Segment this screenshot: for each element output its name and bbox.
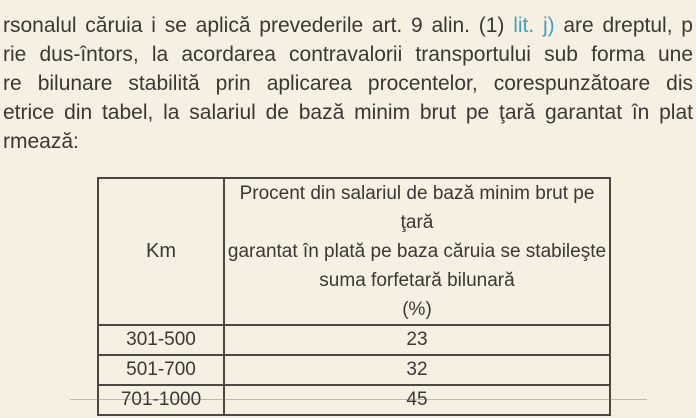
rates-table: [97, 177, 611, 416]
document-paragraph: [0, 11, 696, 156]
table-row: [98, 355, 610, 385]
km-header-label: Km: [146, 240, 176, 262]
paragraph-line-2: rie dus-întors, la acordarea contravalorii transportului sub forma une: [3, 43, 693, 66]
table-cell-percent-1: 32: [224, 355, 610, 385]
table-row: [98, 325, 610, 355]
table-row: [98, 385, 610, 415]
table-cell-km-0: 301-500: [98, 325, 224, 355]
percent-header-line-1: Procent din salariul de bază minim brut pe ţară: [239, 183, 595, 233]
percent-header-line-3: suma forfetară bilunară: [319, 270, 515, 291]
table-cell-percent-2: 45: [224, 385, 610, 415]
table-header-km: [98, 178, 224, 325]
table-header-percent: [224, 178, 610, 325]
paragraph-line-1: [3, 11, 693, 40]
paragraph-line-3: re bilunare stabilită prin aplicarea procentelor, corespunzătoare dis: [3, 72, 693, 95]
percent-header-line-2: garantat în plată pe baza căruia se stabileşte: [227, 241, 607, 262]
table-cell-percent-0: 23: [224, 325, 610, 355]
table-cell-km-2: 701-1000: [98, 385, 224, 415]
table-cell-km-1: 501-700: [98, 355, 224, 385]
percent-header-line-4: (%): [402, 299, 432, 320]
link-lit-j[interactable]: lit. j): [513, 14, 555, 37]
paragraph-line-1-text-before: rsonalul căruia i se aplică prevederile art. 9 alin. (1): [3, 14, 514, 37]
paragraph-line-4: etrice din tabel, la salariul de bază minim brut pe ţară garantat în plat: [3, 101, 693, 124]
table-shadow-line: [70, 399, 647, 400]
paragraph-line-1-text-after: are dreptul, p: [554, 14, 693, 37]
paragraph-line-5: rmează:: [3, 130, 79, 153]
table-header-row: [98, 178, 610, 325]
